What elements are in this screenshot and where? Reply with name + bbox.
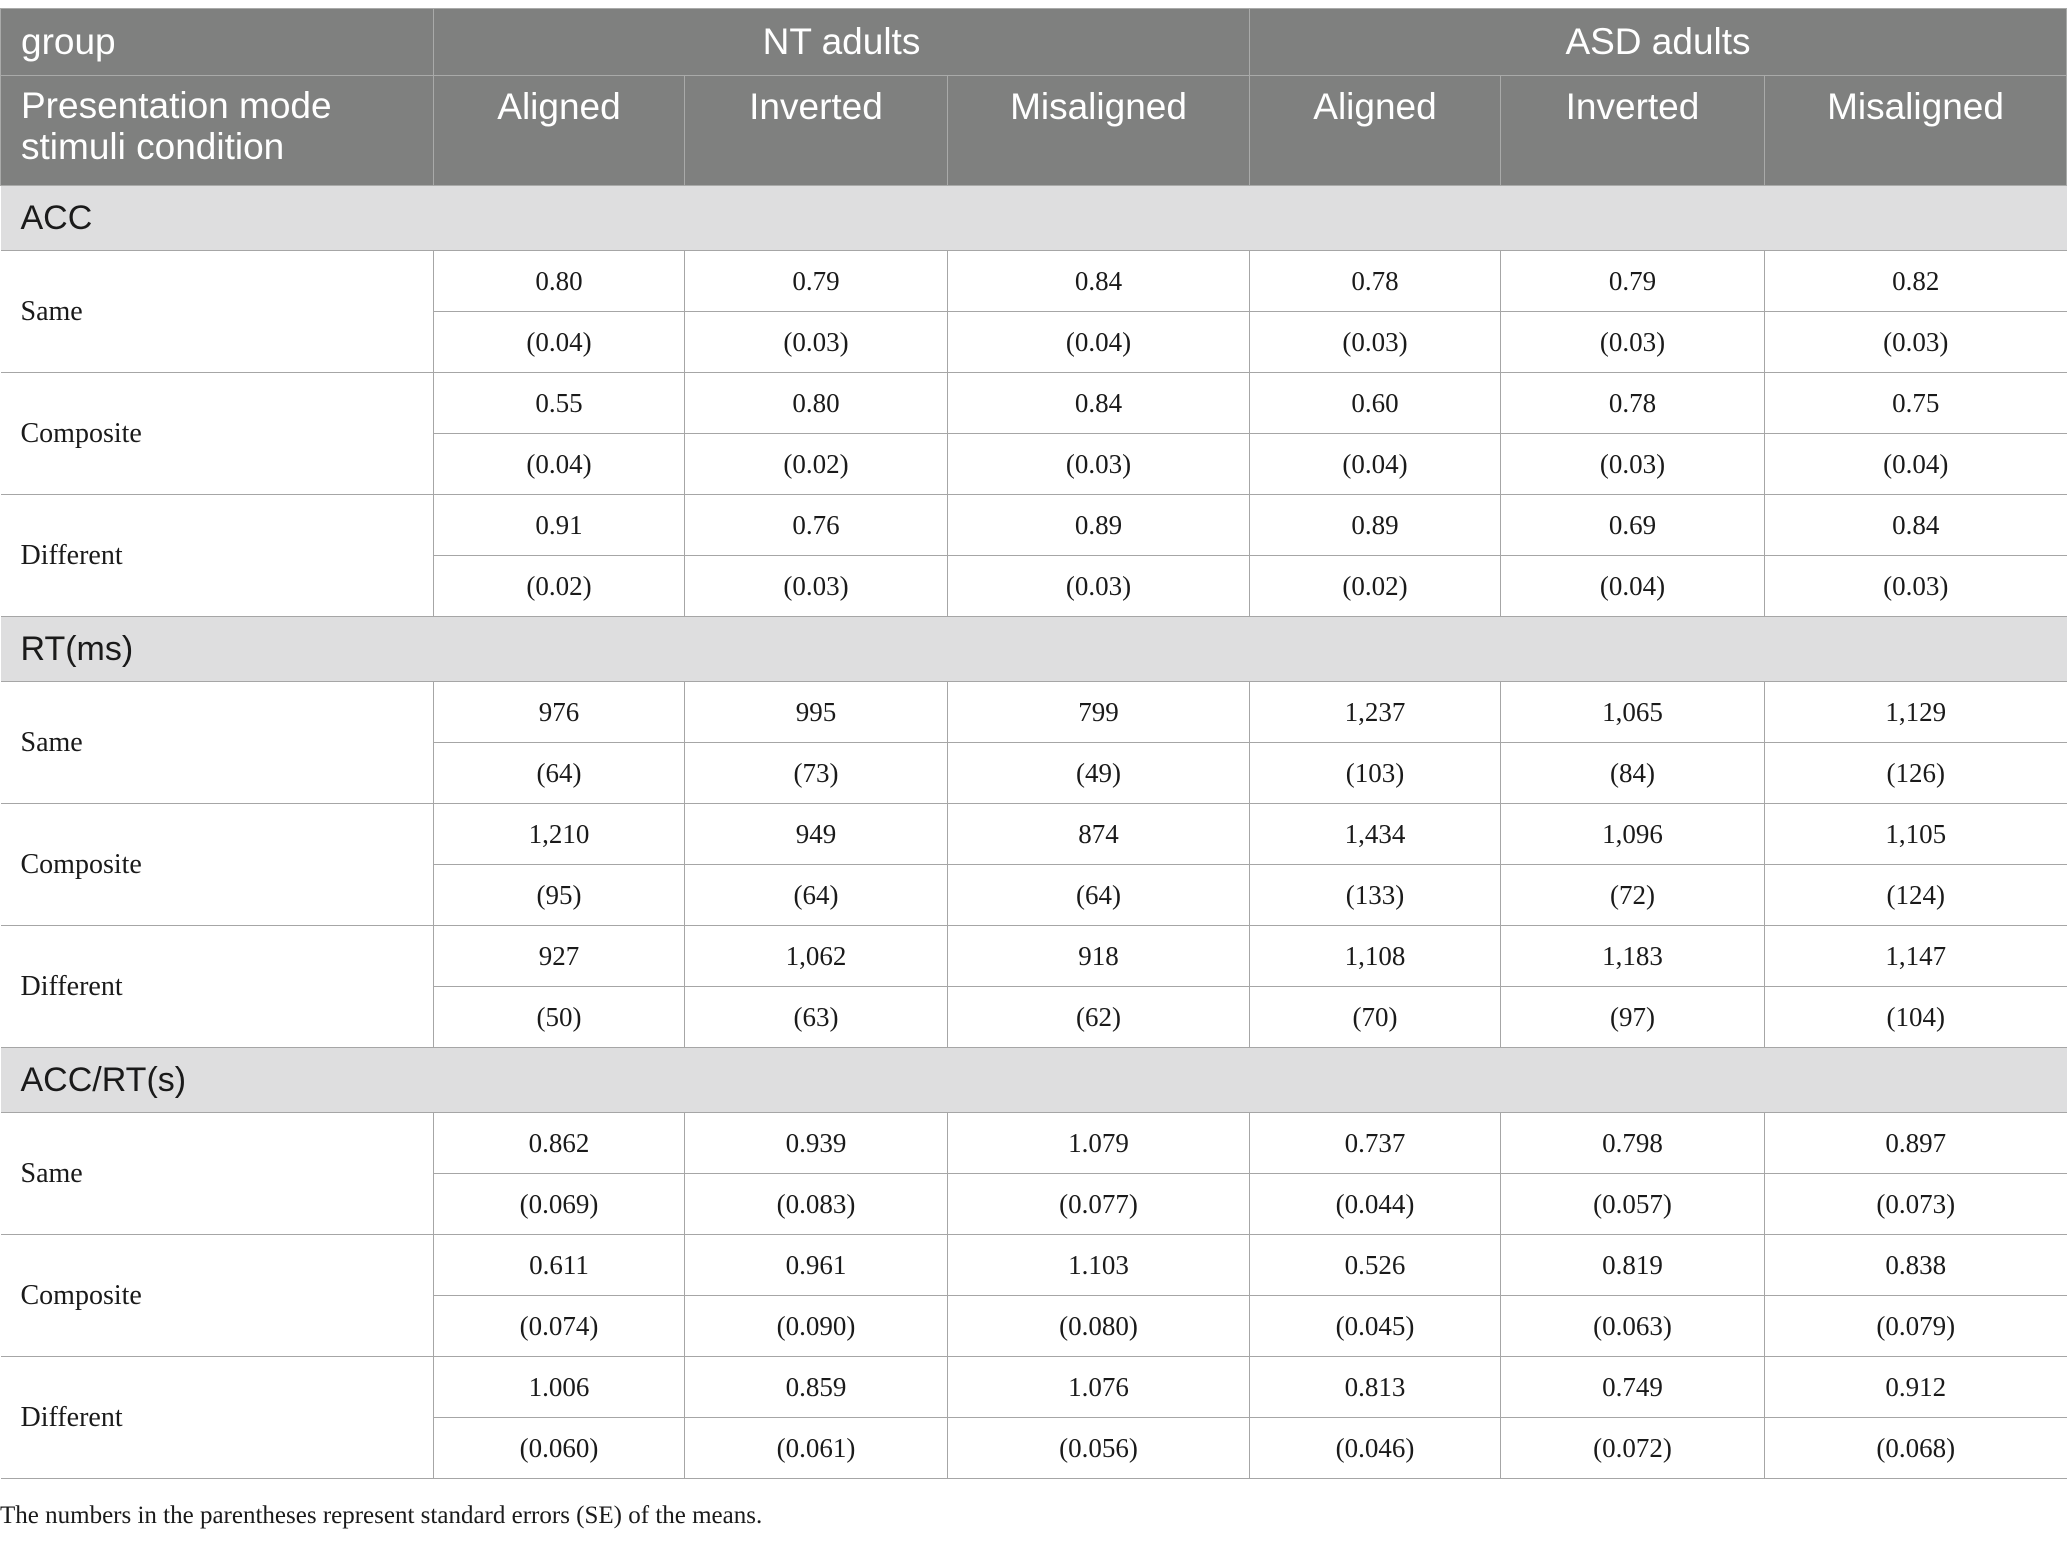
standard-error-value: (0.044) xyxy=(1250,1174,1501,1235)
mean-value: 0.91 xyxy=(434,495,685,556)
group-label: group xyxy=(1,9,434,76)
table-row xyxy=(1,373,2067,434)
standard-error-value: (0.057) xyxy=(1501,1174,1765,1235)
mean-value: 918 xyxy=(948,926,1250,987)
mean-value: 0.819 xyxy=(1501,1235,1765,1296)
standard-error-value: (0.04) xyxy=(434,434,685,495)
standard-error-value: (0.068) xyxy=(1765,1418,2067,1479)
standard-error-value: (0.04) xyxy=(1501,556,1765,617)
section-row xyxy=(1,617,2067,682)
standard-error-value: (0.046) xyxy=(1250,1418,1501,1479)
column-header: Inverted xyxy=(685,76,948,186)
mean-value: 0.79 xyxy=(685,251,948,312)
standard-error-value: (0.080) xyxy=(948,1296,1250,1357)
standard-error-value: (0.077) xyxy=(948,1174,1250,1235)
mean-value: 976 xyxy=(434,682,685,743)
mean-value: 1.079 xyxy=(948,1113,1250,1174)
standard-error-value: (73) xyxy=(685,743,948,804)
standard-error-value: (124) xyxy=(1765,865,2067,926)
table-row xyxy=(1,251,2067,312)
standard-error-value: (0.03) xyxy=(685,312,948,373)
section-title: ACC/RT(s) xyxy=(1,1048,2067,1113)
mean-value: 0.961 xyxy=(685,1235,948,1296)
column-header: Inverted xyxy=(1501,76,1765,186)
mean-value: 1,065 xyxy=(1501,682,1765,743)
mean-value: 1,183 xyxy=(1501,926,1765,987)
standard-error-value: (97) xyxy=(1501,987,1765,1048)
mean-value: 995 xyxy=(685,682,948,743)
standard-error-value: (70) xyxy=(1250,987,1501,1048)
standard-error-value: (133) xyxy=(1250,865,1501,926)
standard-error-value: (0.04) xyxy=(434,312,685,373)
condition-label: Composite xyxy=(1,1235,434,1357)
standard-error-value: (0.03) xyxy=(948,434,1250,495)
column-header: Misaligned xyxy=(948,76,1250,186)
standard-error-value: (95) xyxy=(434,865,685,926)
table-row xyxy=(1,1357,2067,1418)
standard-error-value: (0.074) xyxy=(434,1296,685,1357)
condition-label: Same xyxy=(1,251,434,373)
mean-value: 799 xyxy=(948,682,1250,743)
mean-value: 0.80 xyxy=(685,373,948,434)
mean-value: 0.60 xyxy=(1250,373,1501,434)
mean-value: 0.89 xyxy=(948,495,1250,556)
standard-error-value: (0.090) xyxy=(685,1296,948,1357)
condition-label: Same xyxy=(1,682,434,804)
mean-value: 0.79 xyxy=(1501,251,1765,312)
standard-error-value: (0.03) xyxy=(1501,434,1765,495)
standard-error-value: (0.02) xyxy=(1250,556,1501,617)
standard-error-value: (0.03) xyxy=(685,556,948,617)
standard-error-value: (84) xyxy=(1501,743,1765,804)
standard-error-value: (0.069) xyxy=(434,1174,685,1235)
mean-value: 0.69 xyxy=(1501,495,1765,556)
mean-value: 1,237 xyxy=(1250,682,1501,743)
mean-value: 0.737 xyxy=(1250,1113,1501,1174)
table-row xyxy=(1,682,2067,743)
standard-error-value: (0.03) xyxy=(948,556,1250,617)
standard-error-value: (0.03) xyxy=(1765,556,2067,617)
mean-value: 1.006 xyxy=(434,1357,685,1418)
mean-value: 1.076 xyxy=(948,1357,1250,1418)
standard-error-value: (63) xyxy=(685,987,948,1048)
standard-error-value: (0.060) xyxy=(434,1418,685,1479)
results-table xyxy=(0,8,2067,1479)
mean-value: 0.939 xyxy=(685,1113,948,1174)
mean-value: 949 xyxy=(685,804,948,865)
table-row xyxy=(1,495,2067,556)
condition-label: Different xyxy=(1,495,434,617)
mean-value: 0.84 xyxy=(948,373,1250,434)
mean-value: 0.76 xyxy=(685,495,948,556)
mean-value: 1,108 xyxy=(1250,926,1501,987)
standard-error-value: (103) xyxy=(1250,743,1501,804)
mean-value: 0.78 xyxy=(1501,373,1765,434)
mean-value: 0.749 xyxy=(1501,1357,1765,1418)
table-row xyxy=(1,1113,2067,1174)
group-header-asd: ASD adults xyxy=(1250,9,2067,76)
mean-value: 0.80 xyxy=(434,251,685,312)
standard-error-value: (0.083) xyxy=(685,1174,948,1235)
standard-error-value: (0.04) xyxy=(948,312,1250,373)
table-row xyxy=(1,804,2067,865)
mean-value: 1.103 xyxy=(948,1235,1250,1296)
column-header: Aligned xyxy=(434,76,685,186)
table-row xyxy=(1,1235,2067,1296)
standard-error-value: (0.073) xyxy=(1765,1174,2067,1235)
section-row xyxy=(1,186,2067,251)
column-header: Aligned xyxy=(1250,76,1501,186)
mean-value: 0.838 xyxy=(1765,1235,2067,1296)
mean-value: 0.84 xyxy=(948,251,1250,312)
standard-error-value: (0.03) xyxy=(1501,312,1765,373)
mean-value: 0.75 xyxy=(1765,373,2067,434)
mean-value: 0.813 xyxy=(1250,1357,1501,1418)
mean-value: 0.82 xyxy=(1765,251,2067,312)
mean-value: 0.84 xyxy=(1765,495,2067,556)
mean-value: 0.55 xyxy=(434,373,685,434)
standard-error-value: (0.045) xyxy=(1250,1296,1501,1357)
condition-label: Different xyxy=(1,1357,434,1479)
standard-error-value: (0.02) xyxy=(434,556,685,617)
condition-label: Composite xyxy=(1,373,434,495)
section-title: RT(ms) xyxy=(1,617,2067,682)
column-header: Misaligned xyxy=(1765,76,2067,186)
mean-value: 1,147 xyxy=(1765,926,2067,987)
mean-value: 0.89 xyxy=(1250,495,1501,556)
mean-value: 0.859 xyxy=(685,1357,948,1418)
mean-value: 1,096 xyxy=(1501,804,1765,865)
header-row-group xyxy=(1,9,2067,76)
mean-value: 0.798 xyxy=(1501,1113,1765,1174)
mean-value: 0.526 xyxy=(1250,1235,1501,1296)
table-footnote: The numbers in the parentheses represent standard errors (SE) of the means. xyxy=(0,1502,763,1529)
mean-value: 0.611 xyxy=(434,1235,685,1296)
group-header-nt: NT adults xyxy=(434,9,1250,76)
section-title: ACC xyxy=(1,186,2067,251)
standard-error-value: (72) xyxy=(1501,865,1765,926)
standard-error-value: (0.03) xyxy=(1250,312,1501,373)
mean-value: 1,434 xyxy=(1250,804,1501,865)
standard-error-value: (0.061) xyxy=(685,1418,948,1479)
standard-error-value: (64) xyxy=(948,865,1250,926)
mean-value: 0.78 xyxy=(1250,251,1501,312)
mean-value: 1,210 xyxy=(434,804,685,865)
table-row xyxy=(1,926,2067,987)
standard-error-value: (0.063) xyxy=(1501,1296,1765,1357)
condition-label: Same xyxy=(1,1113,434,1235)
standard-error-value: (0.02) xyxy=(685,434,948,495)
standard-error-value: (64) xyxy=(434,743,685,804)
standard-error-value: (126) xyxy=(1765,743,2067,804)
table-body xyxy=(1,186,2067,1479)
standard-error-value: (0.079) xyxy=(1765,1296,2067,1357)
mode-label: Presentation mode stimuli condition xyxy=(1,76,434,186)
condition-label: Composite xyxy=(1,804,434,926)
mean-value: 927 xyxy=(434,926,685,987)
condition-label: Different xyxy=(1,926,434,1048)
mean-value: 1,062 xyxy=(685,926,948,987)
standard-error-value: (104) xyxy=(1765,987,2067,1048)
standard-error-value: (0.072) xyxy=(1501,1418,1765,1479)
standard-error-value: (0.04) xyxy=(1765,434,2067,495)
standard-error-value: (49) xyxy=(948,743,1250,804)
standard-error-value: (0.056) xyxy=(948,1418,1250,1479)
standard-error-value: (62) xyxy=(948,987,1250,1048)
section-row xyxy=(1,1048,2067,1113)
standard-error-value: (0.04) xyxy=(1250,434,1501,495)
header-row-condition xyxy=(1,76,2067,186)
standard-error-value: (64) xyxy=(685,865,948,926)
mean-value: 0.862 xyxy=(434,1113,685,1174)
mean-value: 874 xyxy=(948,804,1250,865)
standard-error-value: (0.03) xyxy=(1765,312,2067,373)
mean-value: 0.897 xyxy=(1765,1113,2067,1174)
mean-value: 1,129 xyxy=(1765,682,2067,743)
mean-value: 1,105 xyxy=(1765,804,2067,865)
standard-error-value: (50) xyxy=(434,987,685,1048)
mean-value: 0.912 xyxy=(1765,1357,2067,1418)
